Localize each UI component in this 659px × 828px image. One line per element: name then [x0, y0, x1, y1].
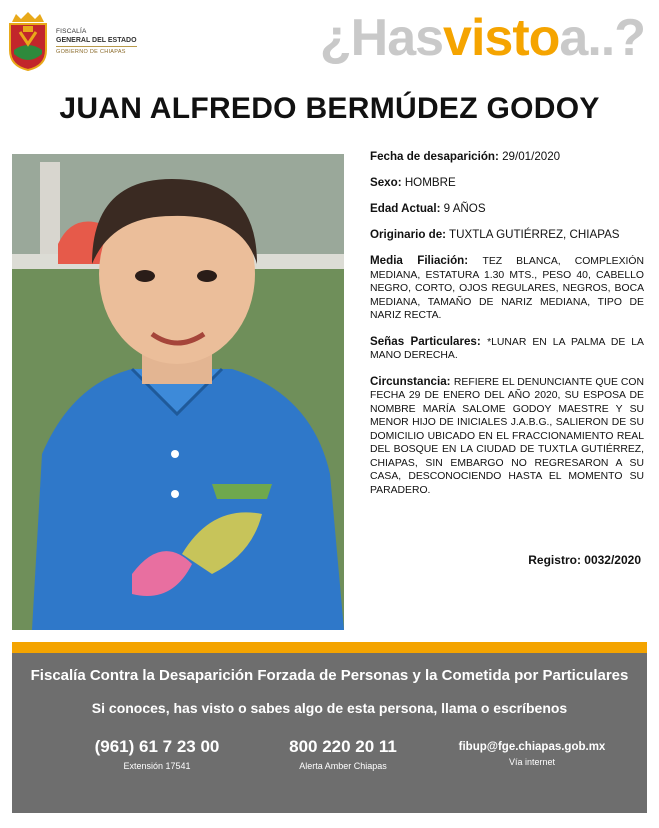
label-senas: Señas Particulares: — [370, 334, 481, 348]
label-filiacion: Media Filiación: — [370, 254, 469, 267]
brand-part-2: visto — [443, 9, 560, 67]
agency-line-3: GOBIERNO DE CHIAPAS — [56, 46, 137, 57]
header — [0, 0, 659, 80]
contact-phone-2 — [268, 737, 418, 771]
footer-subtitle: Si conoces, has visto o sabes algo de esta persona, llama o escríbenos — [91, 700, 568, 716]
chiapas-seal-icon — [6, 10, 50, 72]
field-origen — [370, 228, 644, 241]
field-filiacion — [370, 254, 644, 322]
value-circunstancia: REFIERE EL DENUNCIANTE QUE CON FECHA 29 DE ENERO DEL AÑO 2020, SU ESPOSA DE NOMBRE MARÍA SALOME GODOY MAESTRE Y SU MENOR HIJO DE INICIALES J.A.B.G., SALIERON DE SU DOMICILIO UBICADO EN EL FRACCIONAMIENTO REAL DEL BOSQUE EN LA CIUDAD DE TUXTLA GUTIÉRREZ, CHIAPAS, SIN EMBARGO NO REGRESARON A SU CASA, DESCONOCIENDO HASTA EL MOMENTO SU PARADERO. — [370, 376, 644, 496]
agency-line-1: FISCALÍA — [56, 28, 87, 35]
label-circunstancia: Circunstancia: — [370, 374, 451, 388]
accent-bar — [12, 642, 647, 653]
brand-part-1: ¿Has — [319, 9, 444, 67]
person-photo — [12, 154, 344, 630]
label-sexo: Sexo: — [370, 176, 402, 189]
agency-line-2: GENERAL DEL ESTADO — [56, 36, 137, 44]
label-fecha: Fecha de desaparición: — [370, 150, 499, 163]
value-sexo: HOMBRE — [404, 176, 456, 189]
footer-title: Fiscalía Contra la Desaparición Forzada de Personas y la Cometida por Particulares — [30, 667, 629, 684]
field-senas — [370, 335, 644, 362]
value-senas: *LUNAR EN LA PALMA DE LA MANO DERECHA. — [370, 336, 644, 361]
field-circunstancia — [370, 375, 644, 497]
agency-logo — [6, 10, 151, 72]
phone-1-note: Extensión 17541 — [123, 761, 191, 771]
value-fecha: 29/01/2020 — [502, 150, 561, 163]
registro-number: Registro: 0032/2020 — [528, 553, 641, 567]
label-edad: Edad Actual: — [370, 202, 441, 215]
value-origen: TUXTLA GUTIÉRREZ, CHIAPAS — [449, 228, 620, 241]
field-edad — [370, 202, 644, 215]
brand-part-3: a..? — [559, 9, 645, 67]
email-note: Vía internet — [508, 757, 556, 767]
value-filiacion: TEZ BLANCA, COMPLEXIÓN MEDIANA, ESTATURA 1.30 MTS., PESO 40, CABELLO NEGRO, CORTO, OJOS REGULARES, NEGROS, BOCA MEDIANA, TAMAÑO DE NARIZ MEDIANA, TIPO DE NARIZ RECTA. — [370, 256, 644, 321]
label-origen: Originario de: — [370, 228, 447, 241]
person-name: JUAN ALFREDO BERMÚDEZ GODOY — [59, 92, 600, 125]
details-panel — [370, 150, 644, 509]
contact-email — [447, 737, 617, 767]
phone-1[interactable]: (961) 61 7 23 00 — [94, 737, 220, 756]
footer — [12, 653, 647, 813]
child-photo-icon — [12, 154, 344, 630]
agency-name — [56, 28, 137, 57]
campaign-logo — [320, 8, 645, 68]
value-edad: 9 AÑOS — [443, 202, 486, 215]
field-fecha — [370, 150, 644, 163]
field-sexo — [370, 176, 644, 189]
email-link[interactable]: fibup@fge.chiapas.gob.mx — [458, 741, 606, 753]
phone-2-note: Alerta Amber Chiapas — [299, 761, 387, 771]
phone-2[interactable]: 800 220 20 11 — [289, 737, 397, 756]
contact-phone-1 — [82, 737, 232, 771]
